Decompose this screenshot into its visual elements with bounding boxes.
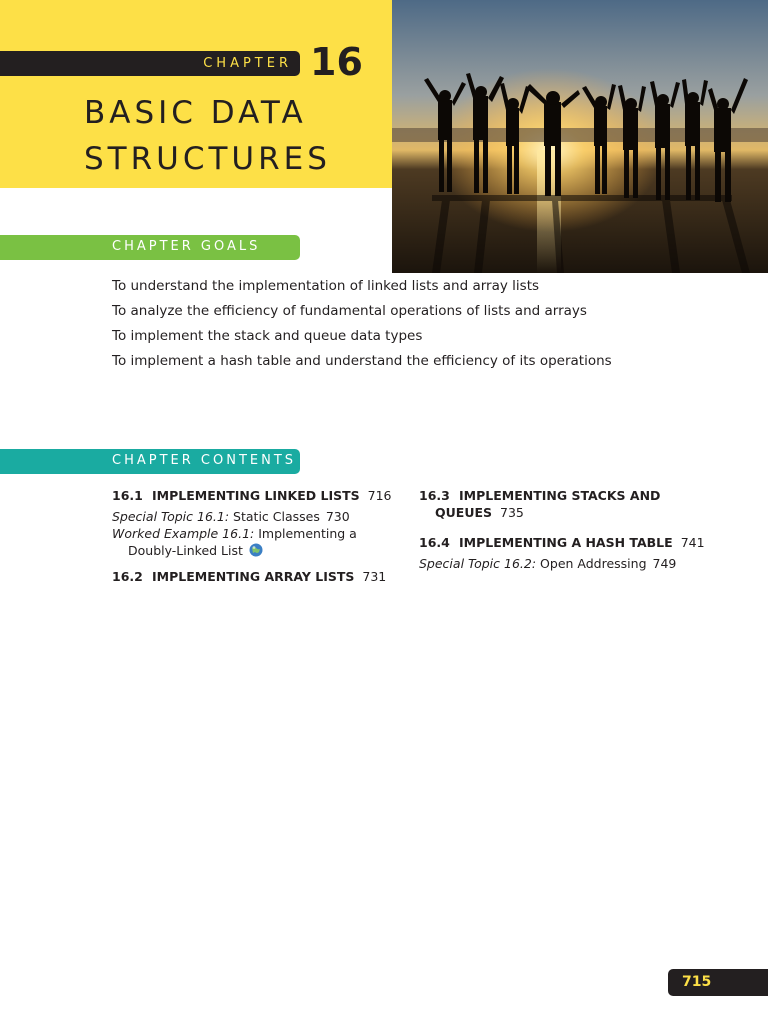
toc-right-column [419, 487, 719, 572]
toc-section-title: IMPLEMENTING LINKED LISTS [152, 488, 360, 503]
chapter-contents-heading: CHAPTER CONTENTS [112, 453, 297, 468]
goal-item: To implement a hash table and understand the efficiency of its operations [112, 353, 612, 369]
toc-sub-title: Open Addressing [540, 556, 647, 571]
toc-section-number: 16.2 [112, 569, 143, 584]
globe-icon[interactable] [249, 543, 263, 557]
chapter-label-bar [0, 51, 300, 76]
toc-sub-label: Special Topic 16.2: [419, 556, 537, 571]
toc-section-title: IMPLEMENTING A HASH TABLE [459, 535, 673, 550]
toc-section-16-1[interactable] [112, 487, 392, 504]
toc-sub-label: Worked Example 16.1: [112, 526, 255, 541]
page-number-tab [668, 969, 768, 996]
chapter-contents-bar [0, 449, 300, 474]
toc-section-16-2[interactable] [112, 568, 392, 585]
toc-sub-label: Special Topic 16.1: [112, 509, 230, 524]
toc-page-number: 716 [367, 488, 392, 503]
toc-section-title: IMPLEMENTING ARRAY LISTS [152, 569, 355, 584]
chapter-goals-heading: CHAPTER GOALS [112, 239, 261, 254]
goal-item: To understand the implementation of linked lists and array lists [112, 278, 540, 294]
chapter-goals-list [112, 276, 672, 376]
toc-special-topic-16-1[interactable] [112, 508, 392, 525]
chapter-word: CHAPTER [203, 56, 292, 71]
goal-item: To implement the stack and queue data types [112, 328, 423, 344]
page-number: 715 [682, 974, 712, 990]
chapter-title-line1: BASIC DATA [84, 95, 307, 131]
goal-item: To analyze the efficiency of fundamental operations of lists and arrays [112, 303, 587, 319]
toc-section-number: 16.3 [419, 488, 450, 503]
toc-page-number: 749 [652, 556, 677, 571]
toc-page-number: 741 [680, 535, 705, 550]
toc-left-column [112, 487, 392, 589]
toc-worked-example-16-1[interactable] [112, 525, 392, 559]
chapter-header [0, 0, 392, 188]
toc-page-number: 731 [362, 569, 387, 584]
toc-sub-title: Implementing a Doubly-Linked List [128, 526, 357, 558]
chapter-title-line2: STRUCTURES [84, 141, 331, 177]
toc-section-16-3[interactable] [419, 487, 719, 521]
chapter-number: 16 [310, 40, 363, 84]
chapter-photo [392, 0, 768, 273]
toc-page-number: 735 [500, 505, 524, 520]
toc-page-number: 730 [325, 509, 350, 524]
toc-section-number: 16.4 [419, 535, 450, 550]
toc-special-topic-16-2[interactable] [419, 555, 719, 572]
toc-sub-title: Static Classes [233, 509, 320, 524]
sunset-silhouette-image [392, 0, 768, 273]
toc-section-title: IMPLEMENTING STACKS AND [459, 488, 661, 503]
toc-section-16-4[interactable] [419, 534, 719, 551]
chapter-goals-bar [0, 235, 300, 260]
toc-section-number: 16.1 [112, 488, 143, 503]
toc-section-title-cont: QUEUES [435, 505, 493, 520]
chapter-title [84, 90, 384, 182]
